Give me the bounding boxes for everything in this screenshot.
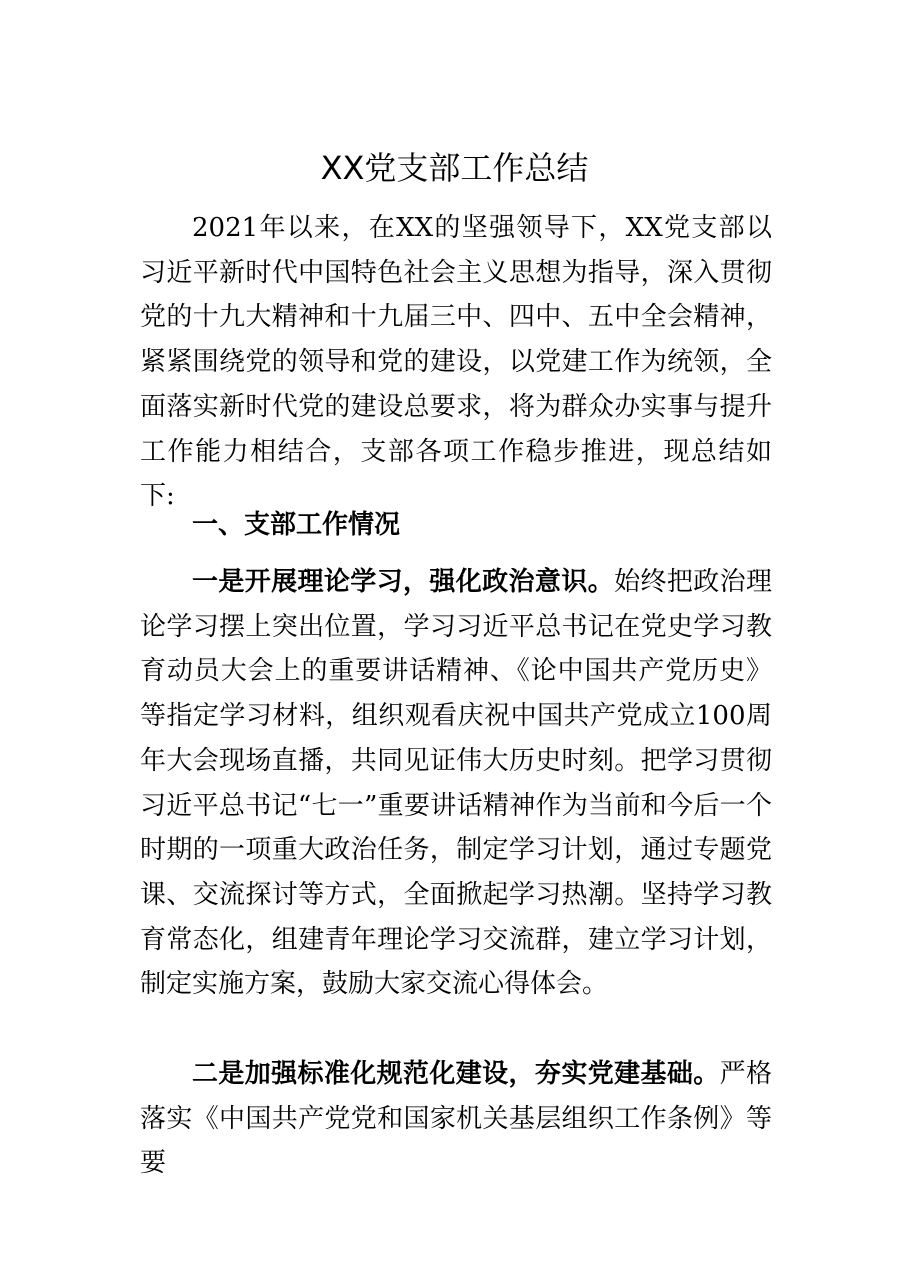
item-two-paragraph [140, 1052, 772, 1186]
item-one-paragraph [140, 560, 772, 1007]
item-one-lead: 一是开展理论学习，强化政治意识。 [192, 567, 615, 597]
item-two-text: 严格落实《中国共产党党和国家机关基层组织工作条例》等要 [140, 1059, 772, 1179]
intro-paragraph: 2021年以来，在XX的坚强领导下，XX党支部以习近平新时代中国特色社会主义思想为指导，深入贯彻党的十九大精神和十九届三中、四中、五中全会精神，紧紧围绕党的领导和党的建设，以党建工作为统领，全面落实新时代党的建设总要求，将为群众办实事与提升工作能力相结合，支部各项工作稳步推进，现总结如下: [140, 213, 772, 512]
item-two-lead: 二是加强标准化规范化建设，夯实党建基础。 [192, 1059, 720, 1089]
document-title: XX党支部工作总结 [320, 149, 589, 187]
item-one-text: 始终把政治理论学习摆上突出位置，学习习近平总书记在党史学习教育动员大会上的重要讲话精神、《论中国共产党历史》等指定学习材料，组织观看庆祝中国共产党成立100周年大会现场直播，共同见证伟大历史时刻。把学习贯彻习近平总书记“七一”重要讲话精神作为当前和今后一个时期的一项重大政治任务，制定学习计划，通过专题党课、交流探讨等方式，全面掀起学习热潮。坚持学习教育常态化，组建青年理论学习交流群，建立学习计划，制定实施方案，鼓励大家交流心得体会。 [140, 567, 772, 1000]
section-heading: 一、支部工作情况 [192, 510, 401, 540]
